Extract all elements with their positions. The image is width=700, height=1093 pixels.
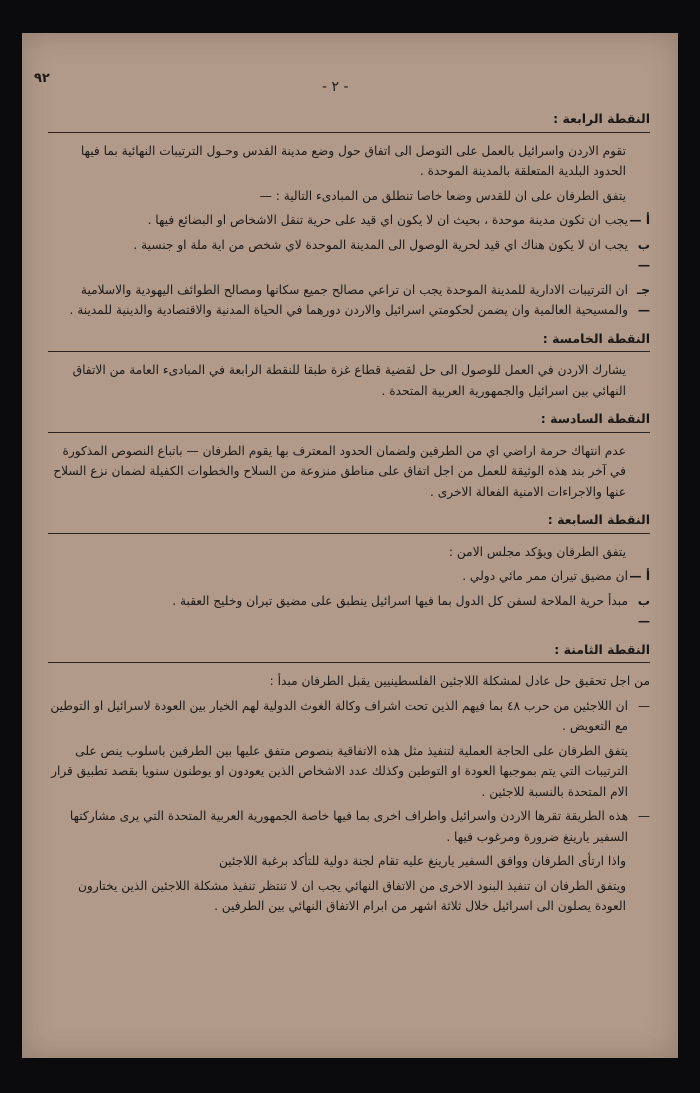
item-marker: أ — <box>629 569 650 583</box>
section-7-heading: النقطة السابعة : <box>48 510 650 534</box>
section-5-intro: يشارك الاردن في العمل للوصول الى حل لقضية قطاع غزة طبقا للنقطة الرابعة في المبادىء العامة من الاتفاق النهائي بين اسرائيل والجمهورية العربية المتحدة . <box>72 363 626 398</box>
dash-marker <box>628 741 650 803</box>
item-text: مبدأ حرية الملاحة لسفن كل الدول بما فيها اسرائيل ينطبق على مضيق تيران وخليج العقبة . <box>172 593 628 608</box>
item-text: ان اللاجئين من حرب ٤٨ بما فيهم الذين تحت اشراف وكالة الغوث الدولية لهم الخيار بين العودة لاسرائيل او التوطين مع التعويض . <box>50 698 628 733</box>
section-8-dash-item <box>48 696 650 737</box>
item-marker: جـ — <box>637 282 650 317</box>
section-7-lead: يتفق الطرفان ويؤكد مجلس الامن : <box>448 544 626 559</box>
section-8-dash-item <box>48 806 650 847</box>
section-6-intro: عدم انتهاك حرمة اراضي اي من الطرفين ولضمان الحدود المعترف بها يقوم الطرفان — باتباع النصوص المذكورة في آخر بند هذه الوثيقة للعمل من اجل اتفاق على مناطق منزوعة من السلاح والخطوات الكفيلة لضمان نزع السلاح عنها والاجراءات الامنية الفعالة الاخرى . <box>53 443 626 499</box>
document-page <box>22 33 678 1058</box>
archive-number: ٩٢ <box>34 71 50 86</box>
section-4-heading: النقطة الرابعة : <box>48 109 650 133</box>
section-8-intro: من اجل تحقيق حل عادل لمشكلة اللاجئين الفلسطينيين يقبل الطرفان مبدأ : <box>269 674 650 688</box>
section-5-heading: النقطة الخامسة : <box>48 329 650 353</box>
page-number: - ٢ - <box>322 79 349 95</box>
dash-marker: — <box>637 698 650 713</box>
item-marker: أ — <box>629 213 650 227</box>
section-4-item-c <box>48 280 650 321</box>
item-text: ان مضيق تيران ممر مائي دولي . <box>462 569 628 583</box>
section-7-item-a <box>48 566 650 587</box>
item-marker: ب — <box>637 593 650 628</box>
item-text: يتفق الطرفان على الحاجة العملية لتنفيذ مثل هذه الاتفاقية بنصوص متفق عليها بين الطرفين باسلوب ينص على الترتيبات التي يتم بموجبها العودة او التوطين وكذلك عدد الاشخاص الذين يعودون او يوطنون سنويا بقصد تطبيق قرار الام المتحدة بالنسبة للاجئين . <box>51 743 628 799</box>
item-marker: ب — <box>637 237 650 272</box>
section-8-closing-2: ويتفق الطرفان ان تنفيذ البنود الاخرى من الاتفاق النهائي يجب ان لا تنتظر تنفيذ مشكلة اللاجئين الذين يختارون العودة يصلون الى اسرائيل خلال ثلاثة اشهر من ابرام الاتفاق النهائي بين الطرفين . <box>77 878 626 913</box>
section-4-lead: يتفق الطرفان على ان للقدس وضعا خاصا تنطلق من المبادىء التالية : — <box>259 188 626 203</box>
dash-marker: — <box>637 809 650 823</box>
item-text: هذه الطريقة تقرها الاردن واسرائيل واطراف اخرى بما فيها خاصة الجمهورية العربية المتحدة التي يرى مشاركتها السفير يارينغ ضرورة ومرغوب فيها . <box>69 809 628 844</box>
item-text: ان الترتيبات الادارية للمدينة الموحدة يجب ان تراعي مصالح جميع سكانها ومصالح الطوائف اليهودية والاسلامية والمسيحية العالمية وان يضمن لحكومتي اسرائيل والاردن دورهما في الحياة المدنية والاقتصادية والدينية للمدينة . <box>69 282 628 317</box>
section-4-item-b <box>48 235 650 276</box>
item-text: يجب ان تكون مدينة موحدة ، بحيث ان لا يكون اي قيد على حرية تنقل الاشخاص او البضائع فيها . <box>147 213 628 227</box>
section-7-item-b <box>48 591 650 632</box>
item-text: يجب ان لا يكون هناك اي قيد لحرية الوصول الى المدينة الموحدة لاي شخص من اية ملة او جنسية . <box>133 237 628 252</box>
section-8-dash-item <box>48 741 650 803</box>
document-body <box>48 101 650 921</box>
section-6-heading: النقطة السادسة : <box>48 409 650 433</box>
section-8-heading: النقطة الثامنة : <box>48 640 650 664</box>
section-8-closing-1: واذا ارتأى الطرفان ووافق السفير يارينغ عليه تقام لجنة دولية للتأكد برغبة اللاجئين <box>219 854 626 868</box>
section-4-intro: تقوم الاردن واسرائيل بالعمل على التوصل الى اتفاق حول وضع مدينة القدس وحـول الترتيبات النهائية بما فيها الحدود البلدية المتعلقة بالمدينة الموحدة . <box>80 143 626 178</box>
section-4-item-a <box>48 210 650 231</box>
